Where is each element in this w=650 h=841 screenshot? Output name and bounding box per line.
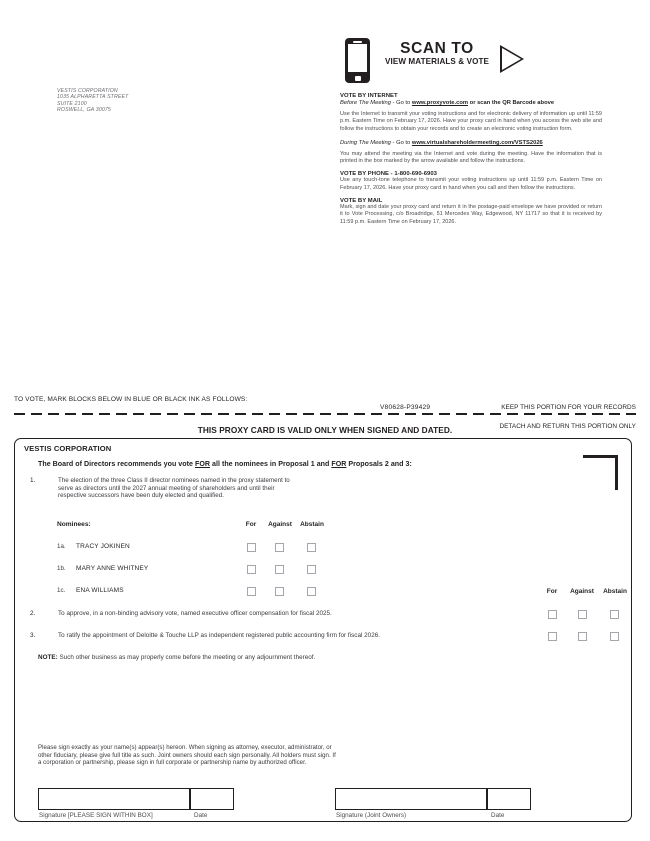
proposal-2-text: To approve, in a non-binding advisory vote, named executive officer compensation for fiscal 2025. xyxy=(58,610,332,617)
smartphone-icon xyxy=(345,38,370,83)
virtual-meeting-url-link[interactable]: www.virtualshareholdermeeting.com/VSTS2026 xyxy=(411,139,543,146)
board-rec-for-2: FOR xyxy=(331,460,347,468)
signature-date-caption-primary: Date xyxy=(194,812,208,819)
checkbox-nominee-1c-against[interactable] xyxy=(275,587,284,596)
proposal-3-text: To ratify the appointment of Deloitte & Touche LLP as independent registered public accounting firm for fiscal 2026. xyxy=(58,632,381,639)
play-arrow-icon xyxy=(500,45,524,73)
checkbox-proposal-3-abstain[interactable] xyxy=(610,632,619,641)
checkbox-proposal-2-against[interactable] xyxy=(578,610,587,619)
nominee-row xyxy=(0,543,618,561)
checkbox-proposal-3-for[interactable] xyxy=(548,632,557,641)
checkbox-nominee-1c-abstain[interactable] xyxy=(307,587,316,596)
scan-banner-text xyxy=(378,40,496,67)
proxy-valid-notice: THIS PROXY CARD IS VALID ONLY WHEN SIGNED AND DATED. xyxy=(197,425,453,435)
column-header-abstain: Abstain xyxy=(300,521,324,528)
board-rec-mid: all the nominees in Proposal 1 and xyxy=(210,460,332,468)
nominees-label: Nominees: xyxy=(57,521,91,528)
column-header-for: For xyxy=(245,521,257,528)
control-number: V80628-P39429 xyxy=(380,404,431,411)
nominee-row xyxy=(0,587,618,605)
signature-box-primary[interactable] xyxy=(38,788,190,810)
column-header-for-right: For xyxy=(546,588,558,595)
nominee-name: TRACY JOKINEN xyxy=(76,543,130,550)
mailing-address-line: ROSWELL, GA 30075 xyxy=(57,107,111,114)
mailing-address-line: SUITE 2100 xyxy=(57,100,87,107)
nominee-id: 1b. xyxy=(57,565,66,572)
during-meeting-line xyxy=(340,139,602,147)
nominee-id: 1c. xyxy=(57,587,66,594)
mark-instruction-text: TO VOTE, MARK BLOCKS BELOW IN BLUE OR BLACK INK AS FOLLOWS: xyxy=(14,396,248,403)
vote-instructions-block xyxy=(340,93,602,226)
proposal-2-number: 2. xyxy=(30,610,36,617)
column-header-against-right: Against xyxy=(570,588,594,595)
checkbox-nominee-1c-for[interactable] xyxy=(247,587,256,596)
checkbox-nominee-1a-against[interactable] xyxy=(275,543,284,552)
signature-date-box-joint[interactable] xyxy=(487,788,531,810)
scan-banner-title: SCAN TO xyxy=(400,40,474,57)
signature-box-joint[interactable] xyxy=(335,788,487,810)
proposal-3-number: 3. xyxy=(30,632,36,639)
proxy-card-company-name: VESTIS CORPORATION xyxy=(24,444,112,453)
vote-by-phone-heading: VOTE BY PHONE - 1-800-690-6903 xyxy=(340,171,437,178)
board-rec-pre: The Board of Directors recommends you vote xyxy=(38,460,195,468)
before-meeting-prefix: - Go to xyxy=(390,100,412,106)
during-meeting-prefix: - Go to xyxy=(390,139,412,146)
detach-portion-note: DETACH AND RETURN THIS PORTION ONLY xyxy=(499,423,636,430)
nominee-name: ENA WILLIAMS xyxy=(76,587,124,594)
checkbox-proposal-2-for[interactable] xyxy=(548,610,557,619)
checkbox-nominee-1b-against[interactable] xyxy=(275,565,284,574)
proxy-note-line xyxy=(38,654,315,661)
board-rec-for-1: FOR xyxy=(194,460,211,468)
nominee-name: MARY ANNE WHITNEY xyxy=(76,565,149,572)
signature-date-caption-joint: Date xyxy=(491,812,505,819)
before-meeting-label: Before The Meeting xyxy=(340,100,391,106)
signature-caption-primary: Signature [PLEASE SIGN WITHIN BOX] xyxy=(39,812,153,819)
scan-to-vote-banner xyxy=(340,36,530,88)
checkbox-nominee-1b-abstain[interactable] xyxy=(307,565,316,574)
column-header-against: Against xyxy=(268,521,292,528)
column-header-abstain-right: Abstain xyxy=(603,588,627,595)
before-meeting-suffix: or scan the QR Barcode above xyxy=(468,100,555,106)
checkbox-nominee-1b-for[interactable] xyxy=(247,565,256,574)
control-number-box-marker xyxy=(583,455,628,500)
checkbox-nominee-1a-for[interactable] xyxy=(247,543,256,552)
mailing-address-block xyxy=(57,88,217,114)
mailing-address-line: VESTIS CORPORATION xyxy=(57,88,118,94)
vote-by-mail-body: Mark, sign and date your proxy card and return it in the postage-paid envelope we have provided or return it to Vote Processing, c/o Broadridge, 51 Mercedes Way, Edgewood, NY 11717 so that it is received by 11:59 p.m. Eastern Time on February 17, 2026. xyxy=(340,204,602,225)
board-recommendation-text xyxy=(38,460,412,468)
during-meeting-label: During The Meeting xyxy=(340,139,391,146)
scan-banner-subtitle: VIEW MATERIALS & VOTE xyxy=(384,57,490,66)
note-text: Such other business as may properly come before the meeting or any adjournment thereof. xyxy=(57,654,316,661)
vote-during-meeting-body: You may attend the meeting via the Internet and vote during the meeting. Have the information that is printed in the box marked by the arrow available and follow the instructions. xyxy=(340,150,602,165)
note-label: NOTE: xyxy=(38,654,58,661)
before-meeting-line xyxy=(340,99,602,107)
proposal-1-number: 1. xyxy=(30,477,36,484)
checkbox-proposal-3-against[interactable] xyxy=(578,632,587,641)
vote-by-phone-body: Use any touch-tone telephone to transmit your voting instructions up until 11:59 p.m. Eastern Time on February 17, 2026. Have your proxy card in hand when you call and then follow the instructions. xyxy=(340,177,602,191)
checkbox-proposal-2-abstain[interactable] xyxy=(610,610,619,619)
board-rec-post: Proposals 2 and 3: xyxy=(346,460,412,468)
proxyvote-url-link[interactable]: www.proxyvote.com xyxy=(411,100,469,106)
vote-by-internet-before-body: Use the Internet to transmit your voting instructions and for electronic delivery of information up until 11:59 p.m. Eastern Time on February 17, 2026. Have your proxy card in hand when you access the web site and follow the instructions to obtain your records and to create an electronic voting instruction form. xyxy=(340,111,602,132)
mailing-address-line: 1035 ALPHARETTA STREET xyxy=(57,94,129,101)
proposal-1-text: The election of the three Class II director nominees named in the proxy statement to serve as directors until the 2027 annual meeting of shareholders and until their respective successors have been duly elected and qualified. xyxy=(58,477,290,500)
keep-portion-note: KEEP THIS PORTION FOR YOUR RECORDS xyxy=(501,404,636,411)
nominee-row xyxy=(0,565,618,583)
vote-by-mail-heading: VOTE BY MAIL xyxy=(340,198,383,205)
checkbox-nominee-1a-abstain[interactable] xyxy=(307,543,316,552)
nominee-id: 1a. xyxy=(57,543,66,550)
signature-caption-joint: Signature (Joint Owners) xyxy=(336,812,407,819)
signature-instructions: Please sign exactly as your name(s) appear(s) hereon. When signing as attorney, executor, administrator, or other fiduciary, please give full title as such. Joint owners should each sign personally. All holders must sign. If a corporation or partnership, please sign in full corporate or partnership name by authorized officer. xyxy=(38,744,336,767)
vote-by-internet-heading: VOTE BY INTERNET xyxy=(340,93,398,99)
signature-date-box-primary[interactable] xyxy=(190,788,234,810)
